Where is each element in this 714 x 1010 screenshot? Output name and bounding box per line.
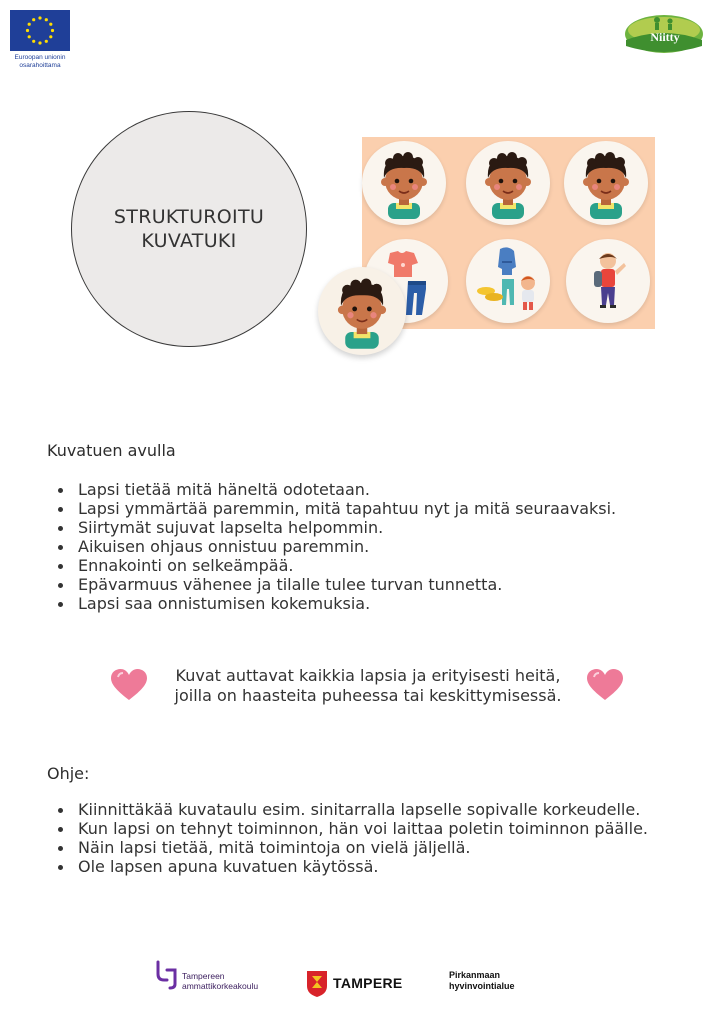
heart-icon [586, 668, 624, 702]
note-text [150, 666, 586, 706]
list-item: Lapsi saa onnistumisen kokemuksia. [47, 594, 616, 613]
eu-flag-logo [10, 10, 70, 51]
list-item: Kun lapsi on tehnyt toiminnon, hän voi laittaa poletin toiminnon päälle. [47, 819, 648, 838]
child-with-backpack-icon [566, 239, 650, 323]
list-item: Ennakointi on selkeämpää. [47, 556, 616, 575]
child-face-tile [362, 141, 446, 225]
child-with-backpack-tile [566, 239, 650, 323]
tamk-logo-icon [155, 960, 179, 990]
list-item: Kiinnittäkää kuvataulu esim. sinitarralla lapselle sopivalle korkeudelle. [47, 800, 648, 819]
pirkanmaa-line1: Pirkanmaan [449, 970, 501, 980]
niitty-logo-text: Niitty [650, 30, 680, 44]
list-item: Lapsi tietää mitä häneltä odotetaan. [47, 480, 616, 499]
child-face-icon [362, 141, 446, 225]
tamk-line2: ammattikorkeakoulu [182, 981, 259, 991]
benefits-heading: Kuvatuen avulla [47, 441, 176, 460]
page-title-line1: STRUKTUROITU [113, 206, 265, 228]
pirkanmaa-line2: hyvinvointialue [449, 981, 515, 991]
eu-caption-line2: osarahoittama [19, 62, 61, 69]
instructions-list [47, 800, 648, 876]
loose-token [318, 267, 406, 355]
list-item: Aikuisen ohjaus onnistuu paremmin. [47, 537, 616, 556]
eu-caption-line1: Euroopan unionin [14, 54, 66, 61]
child-face-icon [564, 141, 648, 225]
list-item: Ole lapsen apuna kuvatuen käytössä. [47, 857, 648, 876]
child-face-tile [564, 141, 648, 225]
winter-clothes-child-icon [466, 239, 550, 323]
tampere-crest-icon [306, 970, 328, 998]
list-item: Lapsi ymmärtää paremmin, mitä tapahtuu nyt ja mitä seuraavaksi. [47, 499, 616, 518]
page-title [71, 205, 307, 253]
list-item: Epävarmuus vähenee ja tilalle tulee turvan tunnetta. [47, 575, 616, 594]
pirkanmaa-logo-text [449, 970, 515, 992]
child-face-tile [466, 141, 550, 225]
child-face-icon [318, 267, 406, 355]
page-title-line2: KUVATUKI [141, 230, 237, 252]
tampere-logo-text: TAMPERE [333, 975, 403, 991]
note-line2: joilla on haasteita puheessa tai keskittymisessä. [174, 686, 562, 705]
eu-caption [4, 54, 76, 70]
eu-stars-icon [10, 10, 70, 51]
winter-clothes-child-tile [466, 239, 550, 323]
note-line1: Kuvat auttavat kaikkia lapsia ja erityisesti heitä, [175, 666, 561, 685]
child-face-icon [466, 141, 550, 225]
instructions-heading: Ohje: [47, 764, 90, 783]
heart-icon [110, 668, 148, 702]
list-item: Näin lapsi tietää, mitä toimintoja on vielä jäljellä. [47, 838, 648, 857]
tamk-line1: Tampereen [182, 971, 225, 981]
list-item: Siirtymät sujuvat lapselta helpommin. [47, 518, 616, 537]
tamk-logo-text [182, 971, 258, 991]
benefits-list [47, 480, 616, 613]
